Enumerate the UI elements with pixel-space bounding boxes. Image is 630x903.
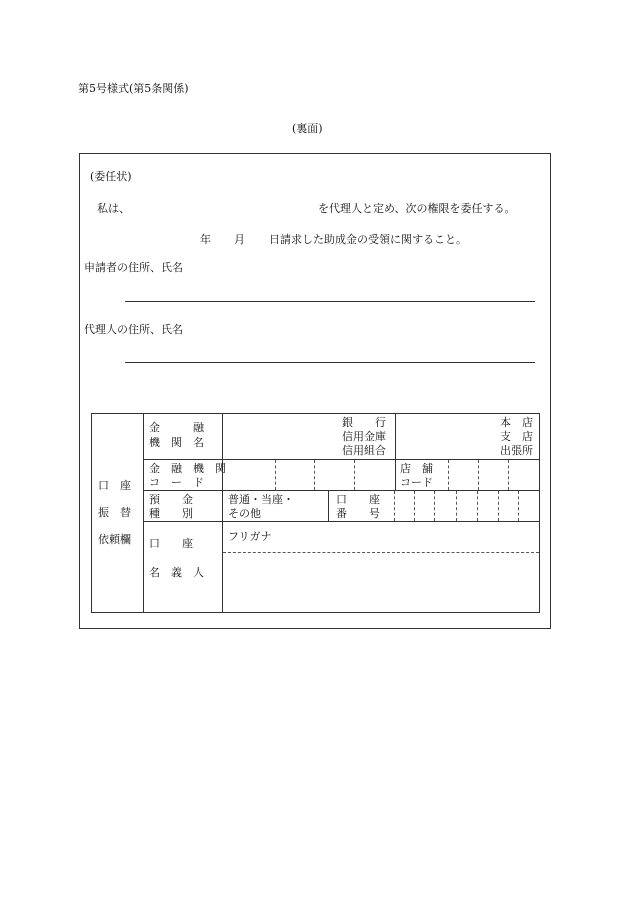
agent-label: 代理人の住所、氏名 — [84, 323, 183, 336]
fi-code-label-1: 金 融 機 関 — [149, 462, 226, 475]
form-number: 第5号様式(第5条関係) — [78, 82, 189, 95]
fi-type-kumiai[interactable]: 信用組合 — [342, 444, 386, 457]
fi-name-label-2: 機 関 名 — [149, 436, 204, 449]
deposit-type-label-2: 種 別 — [149, 507, 193, 520]
section-label-3: 依頼欄 — [98, 533, 131, 546]
branch-type-branch[interactable]: 支 店 — [500, 430, 533, 443]
applicant-label: 申請者の住所、氏名 — [84, 261, 183, 274]
page-side-label: (裏面) — [292, 122, 323, 135]
account-holder-field[interactable] — [225, 556, 537, 610]
fi-code-label-2: コ ー ド — [149, 476, 204, 489]
account-holder-label-1: 口 座 — [149, 537, 193, 550]
fi-name-label-1: 金 融 — [149, 421, 204, 434]
section-label-1: 口 座 — [98, 479, 131, 492]
fi-type-shinkin[interactable]: 信用金庫 — [342, 430, 386, 443]
delegated-authority: 日請求した助成金の受領に関すること。 — [269, 233, 467, 246]
branch-type-sub[interactable]: 出張所 — [500, 444, 533, 457]
year-label: 年 — [200, 233, 211, 246]
applicant-signature-line[interactable] — [125, 301, 535, 302]
furigana-label: フリガナ — [228, 530, 272, 543]
delegation-statement: を代理人と定め、次の権限を委任する。 — [318, 202, 516, 215]
branch-code-label-2: コード — [400, 476, 433, 489]
account-holder-label-2: 名 義 人 — [149, 566, 204, 579]
deposit-options-2[interactable]: その他 — [228, 507, 261, 520]
account-number-label-1: 口 座 — [336, 493, 380, 506]
agent-signature-line[interactable] — [125, 362, 535, 363]
deposit-options-1[interactable]: 普通・当座・ — [228, 493, 294, 506]
letter-title: (委任状) — [90, 170, 132, 183]
branch-type-main[interactable]: 本 店 — [500, 416, 533, 429]
deposit-type-label-1: 預 金 — [149, 493, 193, 506]
fi-type-bank[interactable]: 銀 行 — [342, 416, 386, 429]
account-number-label-2: 番 号 — [336, 507, 380, 520]
branch-code-label-1: 店 舗 — [400, 462, 433, 475]
bank-transfer-table — [91, 413, 540, 613]
month-label: 月 — [234, 233, 245, 246]
section-label-2: 振 替 — [98, 506, 131, 519]
delegator-prefix: 私は、 — [97, 202, 130, 215]
